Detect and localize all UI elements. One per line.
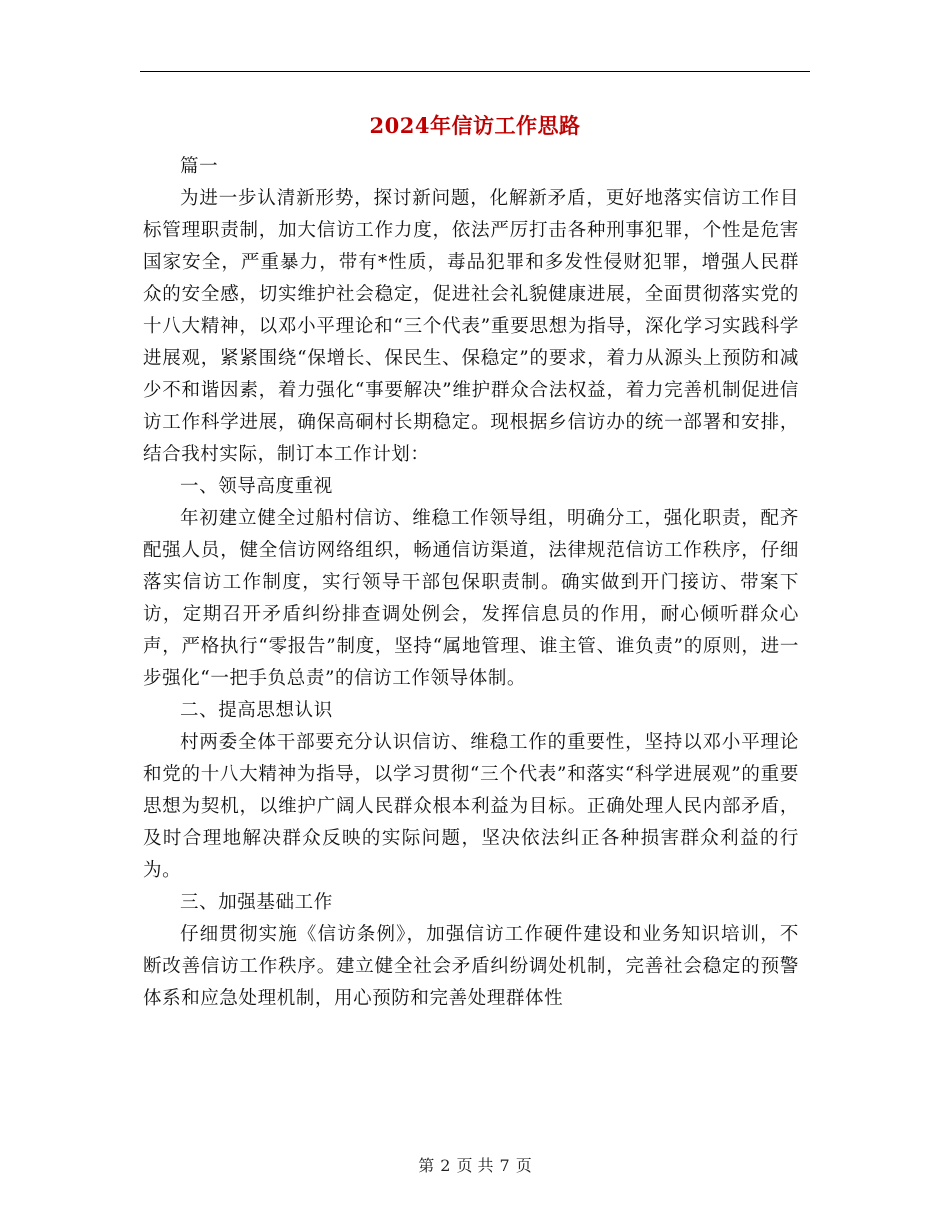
section-label: 篇一	[180, 156, 219, 177]
section-heading: 三、加强基础工作	[180, 892, 333, 913]
body-paragraph: 村两委全体干部要充分认识信访、维稳工作的重要性，坚持以邓小平理论和党的十八大精神为指导，以学习贯彻“三个代表”和落实“科学进展观”的重要思想为契机，以维护广阔人民群众根本利益为目标。正确处理人民内部矛盾，及时合理地解决群众反映的实际问题，坚决依法纠正各种损害群众利益的行为。	[143, 732, 799, 881]
document-title: 2024年信访工作思路	[369, 113, 581, 138]
page-footer	[0, 1153, 950, 1176]
footer-prefix: 第	[418, 1156, 435, 1175]
section-heading: 二、提高思想认识	[180, 700, 333, 721]
header-rule	[140, 71, 810, 72]
body-paragraph: 仔细贯彻实施《信访条例》，加强信访工作硬件建设和业务知识培训，不断改善信访工作秩序。建立健全社会矛盾纠纷调处机制，完善社会稳定的预警体系和应急处理机制，用心预防和完善处理群体性	[143, 924, 799, 1009]
body-paragraph: 为进一步认清新形势，探讨新问题，化解新矛盾，更好地落实信访工作目标管理职责制，加大信访工作力度，依法严厉打击各种刑事犯罪，个性是危害国家安全，严重暴力，带有*性质，毒品犯罪和多发性侵财犯罪，增强人民群众的安全感，切实维护社会稳定，促进社会礼貌健康进展，全面贯彻落实党的十八大精神，以邓小平理论和“三个代表”重要思想为指导，深化学习实践科学进展观，紧紧围绕“保增长、保民生、保稳定”的要求，着力从源头上预防和减少不和谐因素，着力强化“事要解决”维护群众合法权益，着力完善机制促进信访工作科学进展，确保高硐村长期稳定。现根据乡信访办的统一部署和安排，结合我村实际，制订本工作计划：	[143, 188, 799, 465]
footer-middle: 页 共	[456, 1156, 494, 1175]
footer-suffix: 页	[515, 1156, 532, 1175]
current-page-number: 2	[440, 1156, 451, 1175]
document-body	[143, 151, 799, 1015]
section-heading: 一、领导高度重视	[180, 476, 333, 497]
total-page-count: 7	[499, 1156, 510, 1175]
body-paragraph: 年初建立健全过船村信访、维稳工作领导组，明确分工，强化职责，配齐配强人员，健全信访网络组织，畅通信访渠道，法律规范信访工作秩序，仔细落实信访工作制度，实行领导干部包保职责制。确实做到开门接访、带案下访，定期召开矛盾纠纷排查调处例会，发挥信息员的作用，耐心倾听群众心声，严格执行“零报告”制度，坚持“属地管理、谁主管、谁负责”的原则，进一步强化“一把手负总责”的信访工作领导体制。	[143, 508, 799, 689]
